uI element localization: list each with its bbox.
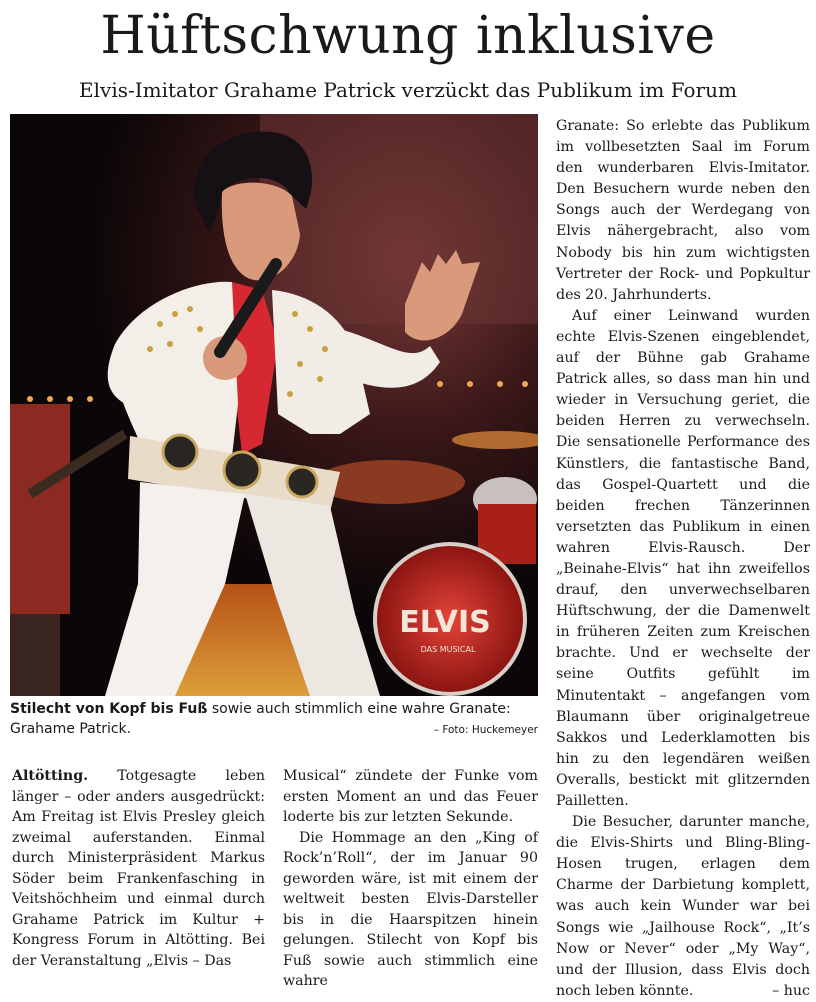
author-signature: – huc bbox=[772, 982, 810, 999]
paragraph: Die Hommage an den „King of Rock’n’Roll“, der im Januar 90 geworden wäre, ist mit einem der weltweit besten Elvis-Darsteller bis in die Haarspitzen hinein gelungen. Stilecht von Kopf bis Fuß sowie auch stimmlich eine wahre bbox=[283, 829, 538, 989]
subheadline: Elvis-Imitator Grahame Patrick verzückt das Publikum im Forum bbox=[79, 78, 737, 102]
paragraph bbox=[12, 766, 265, 971]
caption-bold: Stilecht von Kopf bis Fuß bbox=[10, 701, 208, 717]
article-column-2 bbox=[283, 766, 538, 992]
article-column-1 bbox=[12, 766, 265, 971]
paragraph-text: Die Besucher, darunter manche, die Elvis-Shirts und Bling-Bling-Hosen trugen, erlagen dem Charme der Darbietung komplett, was auch kein Wunder war bei Songs wie „Jailhouse Rock“, „It’s Now or Never“ oder „My Way“, und der Illusion, dass Elvis doch noch leben könnte. bbox=[556, 814, 810, 999]
paragraph bbox=[556, 812, 810, 1002]
drum-logo-text: ELVIS bbox=[399, 605, 491, 640]
drum-logo-subtext: DAS MUSICAL bbox=[420, 645, 476, 654]
photo-credit: – Foto: Huckemeyer bbox=[433, 724, 538, 736]
article-photo bbox=[10, 114, 538, 696]
caption-text: sowie auch stimmlich eine wahre Granate: Grahame Patrick. bbox=[10, 701, 511, 737]
paragraph-text: Totgesagte leben länger – oder anders ausgedrückt: Am Freitag ist Elvis Presley gleich zweimal auferstanden. Einmal durch Ministerpräsident Markus Söder beim Frankenfasching in Veitshöchheim und einmal durch Grahame Patrick im Kultur + Kongress Forum in Altötting. Bei der Veranstaltung „Elvis – Das bbox=[12, 768, 265, 969]
paragraph: Granate: So erlebte das Publikum im vollbesetzten Saal im Forum den wunderbaren Elvis-Imitator. Den Besuchern wurde neben den Songs auch der Werdegang von Elvis nähergebracht, also vom Nobody bis hin zum wichtigsten Vertreter der Rock- und Popkultur des 20. Jahrhunderts. bbox=[556, 118, 810, 303]
paragraph: Auf einer Leinwand wurden echte Elvis-Szenen eingeblendet, auf der Bühne gab Grahame Patrick alles, so dass man hin und wieder in Versuchung geriet, die beiden Herren zu verwechseln. Die sensationelle Performance des Künstlers, die fantastische Band, das Gospel-Quartett und die beiden frechen Tänzerinnen versetzten das Publikum in einen wahren Elvis-Rausch. Der „Beinahe-Elvis“ hat ihn zweifellos drauf, den unverwechselbaren Hüftschwung, der die Damenwelt in früheren Zeiten zum Kreischen brachte. Und er wechselte der seine Outfits gefühlt im Minutentakt – angefangen vom Blaumann über originalgetreue Sakkos und Lederklamotten bis hin zu den legendären weißen Overalls, bestickt mit glitzernden Pailletten. bbox=[556, 307, 810, 809]
headline: Hüftschwung inklusive bbox=[100, 6, 716, 66]
paragraph: Musical“ zündete der Funke vom ersten Moment an und das Feuer loderte bis zur letzten Sekunde. bbox=[283, 768, 538, 825]
dateline: Altötting. bbox=[12, 768, 89, 784]
article-column-3 bbox=[556, 116, 810, 1002]
